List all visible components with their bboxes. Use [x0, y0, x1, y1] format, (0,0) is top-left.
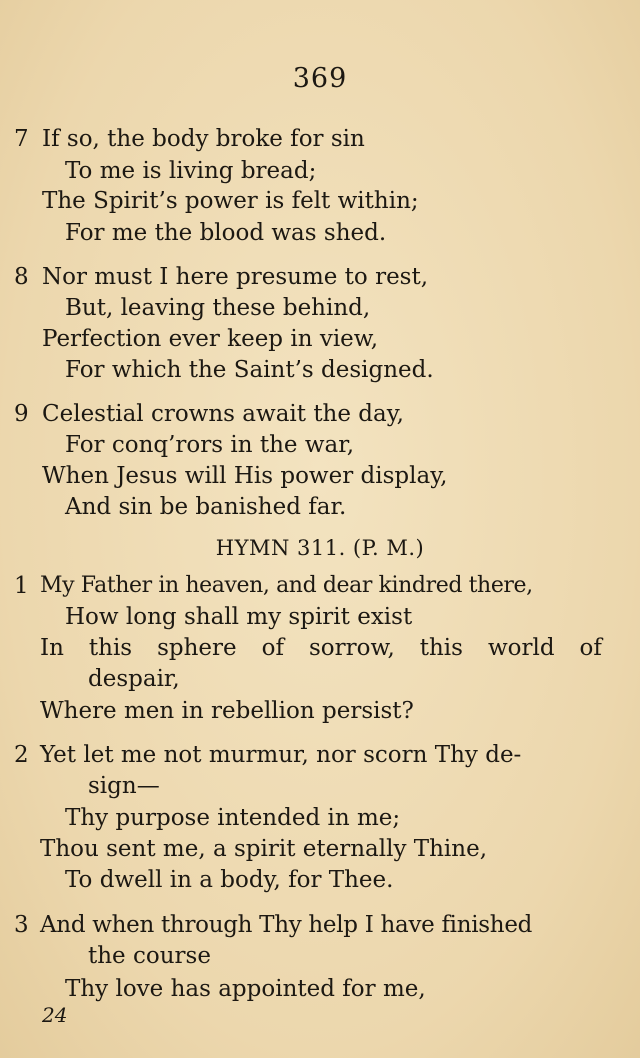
verse-number: 9 [14, 401, 29, 427]
verse-line: the course [88, 943, 211, 969]
verse-line: My Father in heaven, and dear kindred there, [40, 573, 533, 598]
verse-line: To dwell in a body, for Thee. [65, 867, 394, 893]
verse-number: 8 [14, 264, 29, 290]
verse-number: 7 [14, 126, 29, 152]
verse-number: 3 [14, 912, 29, 938]
verse-number: 1 [14, 573, 29, 599]
verse-line: But, leaving these behind, [65, 295, 371, 321]
hymn-heading: HYMN 311. (P. M.) [215, 536, 425, 560]
verse-line: Perfection ever keep in view, [42, 326, 379, 352]
verse-line: Nor must I here presume to rest, [42, 264, 429, 290]
verse-line: To me is living bread; [65, 158, 317, 184]
verse-line: How long shall my spirit exist [65, 604, 413, 630]
verse-line: The Spirit’s power is felt within; [42, 188, 419, 214]
verse-number: 2 [14, 742, 29, 768]
verse-line: For which the Saint’s designed. [65, 357, 434, 383]
signature-mark: 24 [42, 1003, 68, 1027]
verse-line: If so, the body broke for sin [42, 126, 365, 152]
verse-line: Yet let me not murmur, nor scorn Thy de- [40, 742, 522, 768]
verse-line: And when through Thy help I have finished [40, 912, 533, 938]
verse-line: Where men in rebellion persist? [40, 698, 414, 724]
verse-line: Celestial crowns await the day, [42, 401, 404, 427]
verse-line: And sin be banished far. [65, 494, 347, 520]
verse-line: Thou sent me, a spirit eternally Thine, [40, 836, 488, 862]
page-number: 369 [292, 63, 348, 94]
verse-line: For me the blood was shed. [65, 220, 387, 246]
verse-line: In this sphere of sorrow, this world of [40, 635, 602, 661]
verse-line: Thy purpose intended in me; [65, 805, 401, 831]
verse-line: despair, [88, 666, 180, 692]
verse-line: sign— [88, 773, 160, 799]
verse-line: When Jesus will His power display, [42, 463, 448, 489]
verse-line: Thy love has appointed for me, [65, 976, 426, 1002]
verse-line: For conq’rors in the war, [65, 432, 355, 458]
